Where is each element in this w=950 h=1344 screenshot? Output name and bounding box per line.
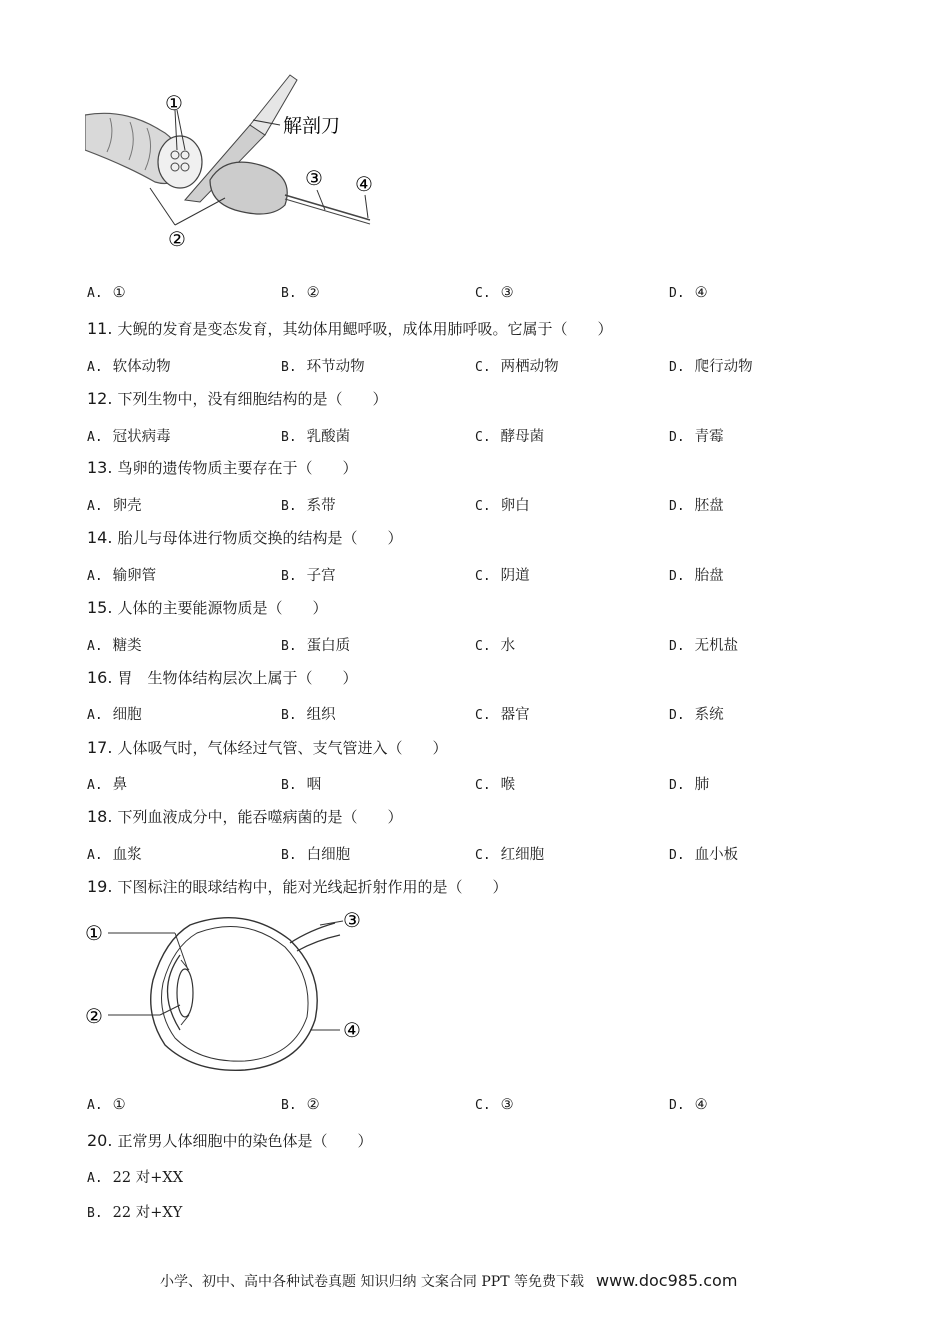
knife-label: 解剖刀 [283,115,341,137]
question-text: 正常男人体细胞中的染色体是（ ） [117,1132,373,1150]
option-text: 水 [500,638,516,654]
footer-link[interactable]: www.doc985.com [595,1271,738,1290]
fig1-label-4: ④ [355,172,373,196]
question-11 [87,318,613,339]
question-number: 14. [87,528,113,547]
option-text: 系带 [306,498,336,514]
q10-option-d[interactable] [669,285,708,301]
option-label: D. [669,778,685,793]
q14-option-c[interactable] [475,564,530,585]
q10-option-a[interactable] [87,285,126,301]
question-number: 13. [87,458,113,477]
question-text: 下图标注的眼球结构中，能对光线起折射作用的是（ ） [117,878,508,896]
option-text: 血浆 [112,847,142,863]
option-text: ① [112,1097,126,1113]
option-text: 乳酸菌 [306,429,351,445]
option-text: 22 对+XY [112,1205,183,1221]
question-13 [87,457,358,478]
q12-option-d[interactable] [669,425,724,446]
q17-option-d[interactable] [669,773,709,794]
option-label: C. [475,708,491,723]
question-number: 11. [87,319,113,338]
q16-option-b[interactable] [281,703,336,724]
option-text: 子宫 [306,568,336,584]
option-text: 环节动物 [306,359,365,375]
question-number: 20. [87,1131,113,1150]
lens [177,969,193,1017]
option-text: ④ [694,1097,708,1113]
q15-option-c[interactable] [475,634,515,655]
option-text: 器官 [500,707,530,723]
option-text: 喉 [500,777,516,793]
fig1-label-2: ② [168,227,186,251]
option-label: B. [281,569,297,584]
q13-option-d[interactable] [669,494,724,515]
option-label: C. [475,848,491,863]
q15-option-d[interactable] [669,634,738,655]
dissection-figure [85,70,385,255]
option-text: 卵壳 [112,498,142,514]
q12-option-c[interactable] [475,425,544,446]
option-text: 红细胞 [500,847,545,863]
q13-option-c[interactable] [475,494,530,515]
q19-option-a[interactable] [87,1097,126,1113]
option-text: 阴道 [500,568,530,584]
option-label: B. [281,1098,297,1113]
option-text: 咽 [306,777,322,793]
option-label: A. [87,1098,103,1113]
option-label: C. [475,430,491,445]
q20-option-b[interactable] [87,1201,182,1222]
option-text: 胎盘 [694,568,724,584]
question-text: 人体的主要能源物质是（ ） [117,599,328,617]
question-20 [87,1130,373,1151]
q11-option-c[interactable] [475,355,559,376]
option-text: ② [306,285,320,301]
option-label: A. [87,430,103,445]
q19-option-d[interactable] [669,1097,708,1113]
option-label: B. [87,1206,103,1221]
q15-option-a[interactable] [87,634,142,655]
q18-option-b[interactable] [281,843,350,864]
option-label: B. [281,848,297,863]
q14-option-b[interactable] [281,564,336,585]
option-text: 蛋白质 [306,638,351,654]
option-label: C. [475,499,491,514]
q17-option-b[interactable] [281,773,321,794]
q13-option-b[interactable] [281,494,336,515]
option-text: 冠状病毒 [112,429,171,445]
q15-option-b[interactable] [281,634,350,655]
q11-option-d[interactable] [669,355,753,376]
eyeball-outline [151,918,318,1071]
option-text: ② [306,1097,320,1113]
fig2-label-4: ④ [343,1018,361,1042]
option-label: B. [281,499,297,514]
option-label: D. [669,1098,685,1113]
question-number: 17. [87,738,113,757]
option-label: A. [87,286,103,301]
option-text: 软体动物 [112,359,171,375]
option-label: D. [669,639,685,654]
option-text: 输卵管 [112,568,157,584]
option-text: 爬行动物 [694,359,753,375]
question-text: 胎儿与母体进行物质交换的结构是（ ） [117,529,403,547]
question-18 [87,806,403,827]
q13-option-a[interactable] [87,494,142,515]
q14-option-d[interactable] [669,564,724,585]
option-label: A. [87,639,103,654]
option-label: C. [475,778,491,793]
question-16 [87,667,358,688]
fig1-label-3: ③ [305,166,323,190]
fig1-label-1: ① [165,91,183,115]
question-text: 鸟卵的遗传物质主要存在于（ ） [117,459,358,477]
option-text: 组织 [306,707,336,723]
option-label: A. [87,1171,103,1186]
fig2-label-3: ③ [343,908,361,932]
question-text: 大鲵的发育是变态发育，其幼体用鳃呼吸，成体用肺呼吸。它属于（ ） [117,320,613,338]
option-text: 卵白 [500,498,530,514]
q11-option-b[interactable] [281,355,365,376]
option-label: D. [669,848,685,863]
option-label: A. [87,569,103,584]
question-text: 下列血液成分中，能吞噬病菌的是（ ） [117,808,403,826]
q17-option-a[interactable] [87,773,127,794]
option-text: 细胞 [112,707,142,723]
question-text: 下列生物中，没有细胞结构的是（ ） [117,390,388,408]
question-number: 19. [87,877,113,896]
question-number: 12. [87,389,113,408]
question-15 [87,597,328,618]
q14-option-a[interactable] [87,564,156,585]
option-label: D. [669,360,685,375]
option-label: D. [669,499,685,514]
option-label: D. [669,569,685,584]
footer-text: 小学、初中、高中各种试卷真题 知识归纳 文案合同 PPT 等免费下载 [160,1274,584,1290]
question-number: 18. [87,807,113,826]
q16-option-d[interactable] [669,703,724,724]
option-label: C. [475,360,491,375]
option-text: 肺 [694,777,710,793]
option-text: ③ [500,285,514,301]
option-label: A. [87,708,103,723]
option-text: ④ [694,285,708,301]
specimen [210,162,287,214]
fig2-label-1: ① [85,921,103,945]
option-label: A. [87,778,103,793]
option-label: A. [87,848,103,863]
option-label: C. [475,1098,491,1113]
option-text: 鼻 [112,777,128,793]
question-17 [87,737,448,758]
page-footer [160,1271,737,1291]
optic-nerve [290,923,340,951]
cross-section [158,136,202,188]
option-label: C. [475,569,491,584]
q17-option-c[interactable] [475,773,515,794]
eyeball-figure [85,905,370,1075]
fig2-label-2: ② [85,1004,103,1028]
q16-option-a[interactable] [87,703,142,724]
question-number: 16. [87,668,113,687]
question-text: 胃 生物体结构层次上属于（ ） [117,669,358,687]
option-text: 系统 [694,707,724,723]
q18-option-a[interactable] [87,843,142,864]
question-14 [87,527,403,548]
option-label: A. [87,499,103,514]
q19-option-b[interactable] [281,1097,320,1113]
option-label: D. [669,286,685,301]
option-label: D. [669,430,685,445]
option-text: 糖类 [112,638,142,654]
question-number: 15. [87,598,113,617]
option-text: 酵母菌 [500,429,545,445]
q19-option-c[interactable] [475,1097,514,1113]
option-label: B. [281,778,297,793]
option-text: 青霉 [694,429,724,445]
q12-option-a[interactable] [87,425,171,446]
q10-option-c[interactable] [475,285,514,301]
option-label: A. [87,360,103,375]
option-text: 白细胞 [306,847,351,863]
option-text: 两栖动物 [500,359,559,375]
option-text: ① [112,285,126,301]
option-label: C. [475,286,491,301]
option-text: 无机盐 [694,638,739,654]
option-text: ③ [500,1097,514,1113]
q18-option-c[interactable] [475,843,544,864]
option-label: B. [281,708,297,723]
option-label: B. [281,360,297,375]
option-label: D. [669,708,685,723]
q16-option-c[interactable] [475,703,530,724]
q20-option-a[interactable] [87,1166,183,1187]
q11-option-a[interactable] [87,355,171,376]
option-text: 血小板 [694,847,739,863]
option-label: B. [281,639,297,654]
question-text: 人体吸气时，气体经过气管、支气管进入（ ） [117,739,448,757]
q18-option-d[interactable] [669,843,738,864]
option-label: B. [281,286,297,301]
option-text: 胚盘 [694,498,724,514]
option-label: C. [475,639,491,654]
option-text: 22 对+XX [112,1170,184,1186]
question-12 [87,388,388,409]
q12-option-b[interactable] [281,425,350,446]
option-label: B. [281,430,297,445]
question-19 [87,876,508,897]
q10-option-b[interactable] [281,285,320,301]
